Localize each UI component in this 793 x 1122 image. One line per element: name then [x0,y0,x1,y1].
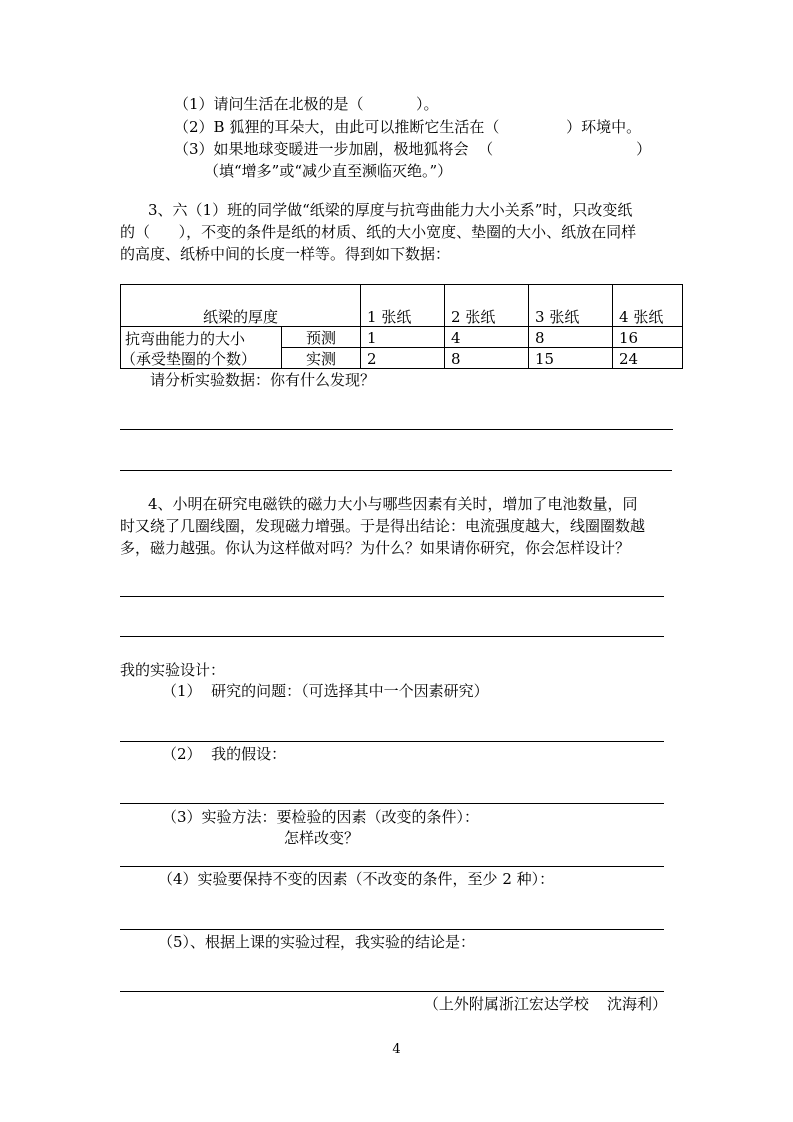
page-number: 4 [392,1042,401,1057]
q2-sub3: （3）如果地球变暖进一步加剧，极地狐将会 （ ） [174,140,652,158]
table-cell: 2 [361,348,445,369]
design-item5: （5）、根据上课的实验过程，我实验的结论是： [158,933,476,951]
answer-line[interactable] [120,636,664,637]
answer-line[interactable] [120,803,664,804]
row-label-actual: 实测 [282,348,361,369]
experiment-data-table [120,284,683,369]
table-col-2: 2 张纸 [445,285,529,327]
table-row [121,348,683,369]
row-group-label-1: 抗弯曲能力的大小 [121,327,282,348]
answer-line[interactable] [120,596,664,597]
table-cell: 15 [529,348,613,369]
table-header-label: 纸梁的厚度 [121,285,361,327]
q3-line1: 3、六（1）班的同学做“纸梁的厚度与抗弯曲能力大小关系”时，只改变纸 [148,201,633,219]
design-item1: （1） 研究的问题：（可选择其中一个因素研究） [162,682,489,700]
q2-sub2: （2）B 狐狸的耳朵大，由此可以推断它生活在（ ）环境中。 [174,118,642,136]
row-group-label-2: （承受垫圈的个数） [121,348,282,369]
table-cell: 1 [361,327,445,348]
q2-sub3-note: （填“增多”或“减少直至濒临灭绝。”） [204,162,453,180]
q4-line1: 4、小明在研究电磁铁的磁力大小与哪些因素有关时，增加了电池数量，同 [148,495,638,513]
q2-sub1: （1）请问生活在北极的是（ ）。 [174,95,439,113]
table-cell: 8 [529,327,613,348]
table-cell: 8 [445,348,529,369]
design-item3b: 怎样改变？ [284,829,360,847]
q3-prompt: 请分析实验数据：你有什么发现？ [150,371,376,389]
answer-line[interactable] [120,470,672,471]
answer-line[interactable] [120,929,664,930]
table-row [121,327,683,348]
design-item3a: （3）实验方法：要检验的因素（改变的条件）： [162,808,480,826]
answer-line[interactable] [120,991,664,992]
design-title: 我的实验设计： [120,661,226,679]
q3-line3: 的高度、纸桥中间的长度一样等。得到如下数据： [120,245,451,263]
table-cell: 16 [613,327,683,348]
table-header-row [121,285,683,327]
row-label-predict: 预测 [282,327,361,348]
answer-line[interactable] [120,429,673,430]
answer-line[interactable] [120,866,664,867]
answer-line[interactable] [120,741,664,742]
table-cell: 4 [445,327,529,348]
q4-line3: 多，磁力越强。你认为这样做对吗？为什么？如果请你研究，你会怎样设计？ [120,539,631,557]
q4-line2: 时又绕了几圈线圈，发现磁力增强。于是得出结论：电流强度越大，线圈圈数越 [120,517,646,535]
table-col-1: 1 张纸 [361,285,445,327]
design-item4: （4）实验要保持不变的因素（不改变的条件，至少 2 种）： [158,870,555,888]
table-col-3: 3 张纸 [529,285,613,327]
q3-line2: 的（ ），不变的条件是纸的材质、纸的大小宽度、垫圈的大小、纸放在同样 [120,223,637,241]
table-cell: 24 [613,348,683,369]
author-signature: （上外附属浙江宏达学校 沈海利） [423,995,667,1013]
design-item2: （2） 我的假设： [162,745,287,763]
table-col-4: 4 张纸 [613,285,683,327]
